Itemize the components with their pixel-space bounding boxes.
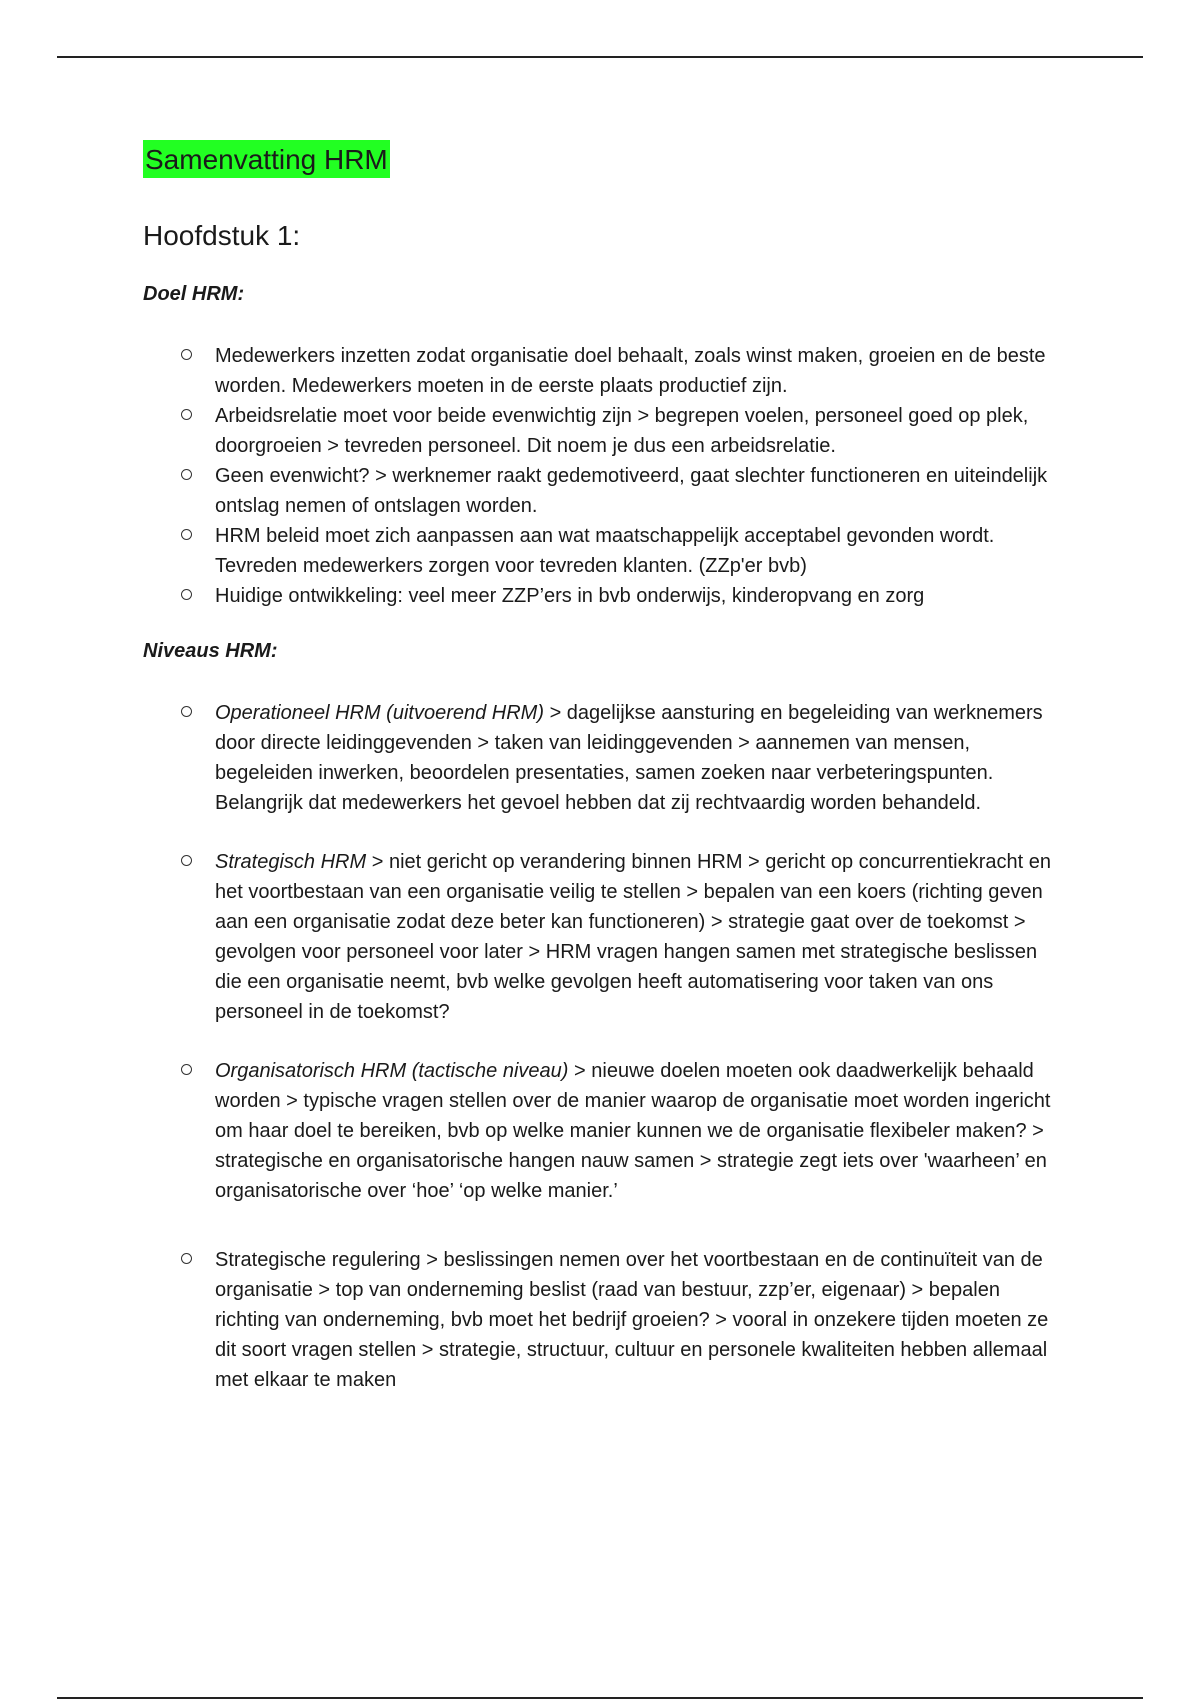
list-item-text: Huidige ontwikkeling: veel meer ZZP’ers in bvb onderwijs, kinderopvang en zorg: [215, 585, 925, 607]
section-heading-doel: Doel HRM:: [143, 283, 245, 305]
section-doel-hrm: [143, 280, 1063, 611]
circle-bullet-icon: [181, 529, 192, 540]
list-item: [143, 521, 1063, 581]
list-item-text: > niet gericht op verandering binnen HRM > gericht op concurrentiekracht en het voortbestaan van een organisatie veilig te stellen > bepalen van een koers (richting geven aan een organisatie zodat deze beter kan functioneren) > strategie gaat over de toekomst > gevolgen voor personeel voor later > HRM vragen hangen samen met strategische beslissen die een organisatie neemt, bvb welke gevolgen heeft automatisering voor taken van ons personeel in de toekomst?: [215, 851, 1051, 1023]
circle-bullet-icon: [181, 1064, 192, 1075]
list-item: [143, 461, 1063, 521]
circle-bullet-icon: [181, 349, 192, 360]
list-item: [143, 847, 1063, 1027]
footer-rule: [57, 1697, 1143, 1699]
list-item-term: Operationeel HRM (uitvoerend HRM): [215, 702, 545, 724]
list-item-text: HRM beleid moet zich aanpassen aan wat maatschappelijk acceptabel gevonden wordt. Tevreden medewerkers zorgen voor tevreden klanten. (ZZp'er bvb): [215, 525, 995, 577]
circle-bullet-icon: [181, 589, 192, 600]
list-item-text: Arbeidsrelatie moet voor beide evenwichtig zijn > begrepen voelen, personeel goed op plek, doorgroeien > tevreden personeel. Dit noem je dus een arbeidsrelatie.: [215, 405, 1029, 457]
list-item-text: Strategische regulering > beslissingen nemen over het voortbestaan en de continuïteit van de organisatie > top van onderneming beslist (raad van bestuur, zzp’er, eigenaar) > bepalen richting van onderneming, bvb moet het bedrijf groeien? > vooral in onzekere tijden moeten ze dit soort vragen stellen > strategie, structuur, cultuur en personele kwaliteiten hebben allemaal met elkaar te maken: [215, 1249, 1049, 1391]
circle-bullet-icon: [181, 1253, 192, 1264]
section-niveaus-hrm: [143, 637, 1063, 1395]
circle-bullet-icon: [181, 469, 192, 480]
circle-bullet-icon: [181, 855, 192, 866]
list-item-term: Organisatorisch HRM (tactische niveau): [215, 1060, 569, 1082]
chapter-heading: Hoofdstuk 1:: [143, 220, 301, 251]
niveaus-list: [143, 698, 1063, 1395]
section-heading-niveaus: Niveaus HRM:: [143, 640, 278, 662]
list-item-text: Geen evenwicht? > werknemer raakt gedemotiveerd, gaat slechter functioneren en uiteindelijk ontslag nemen of ontslagen worden.: [215, 465, 1048, 517]
list-item-text: Medewerkers inzetten zodat organisatie doel behaalt, zoals winst maken, groeien en de beste worden. Medewerkers moeten in de eerste plaats productief zijn.: [215, 345, 1046, 397]
list-item: [143, 1245, 1063, 1395]
list-item-text: > nieuwe doelen moeten ook daadwerkelijk behaald worden > typische vragen stellen over de manier waarop de organisatie moet worden ingericht om haar doel te bereiken, bvb op welke manier kunnen we de organisatie flexibeler maken? > strategische en organisatorische hangen nauw samen > strategie zegt iets over 'waarheen’ en organisatorische over ‘hoe’ ‘op welke manier.’: [215, 1060, 1051, 1202]
document-title: Samenvatting HRM: [143, 140, 390, 178]
header-rule: [57, 56, 1143, 58]
list-item-text: > dagelijkse aansturing en begeleiding van werknemers door directe leidinggevenden > taken van leidinggevenden > aannemen van mensen, begeleiden inwerken, beoordelen presentaties, samen zoeken naar verbeteringspunten. Belangrijk dat medewerkers het gevoel hebben dat zij rechtvaardig worden behandeld.: [215, 702, 1043, 814]
list-item: [143, 698, 1063, 818]
list-item-term: Strategisch HRM: [215, 851, 367, 873]
list-item: [143, 341, 1063, 401]
circle-bullet-icon: [181, 409, 192, 420]
list-item: [143, 401, 1063, 461]
list-item: [143, 1056, 1063, 1206]
doel-list: [143, 341, 1063, 611]
circle-bullet-icon: [181, 706, 192, 717]
document-body: [143, 140, 1063, 1424]
list-item: [143, 581, 1063, 611]
